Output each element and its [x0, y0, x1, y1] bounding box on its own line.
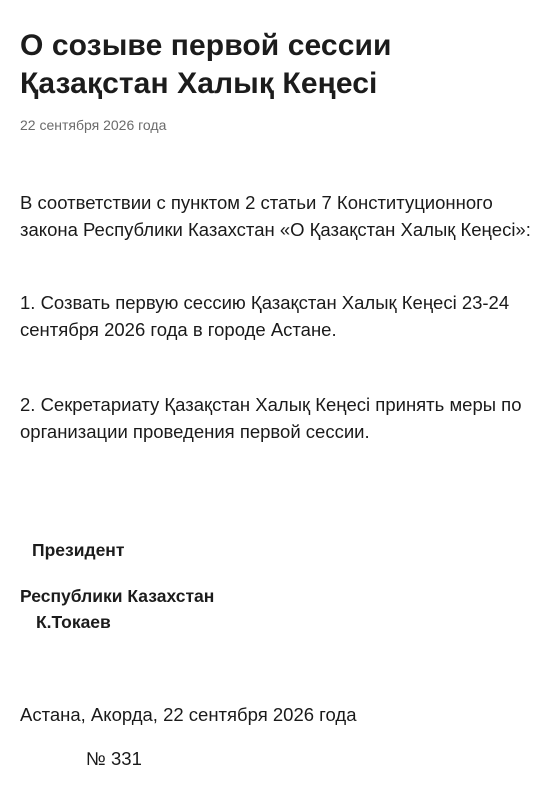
decree-item-1: 1. Созвать первую сессию Қазақстан Халық Кеңесі 23-24 сентября 2026 года в городе Астане.	[20, 292, 510, 340]
signature-country: Республики Казахстан	[20, 586, 215, 606]
signature-position: Президент	[32, 540, 125, 560]
decree-item-2: 2. Секретариату Қазақстан Халық Кеңесі принять меры по организации проведения первой сессии.	[20, 394, 522, 442]
document-title: О созыве первой сессии Қазақстан Халық Кеңесі	[20, 29, 392, 100]
signing-place-date: Астана, Акорда, 22 сентября 2026 года	[20, 704, 357, 725]
publication-date: 22 сентября 2026 года	[20, 117, 167, 133]
decree-preamble: В соответствии с пунктом 2 статьи 7 Конституционного закона Республики Казахстан «О Қазақстан Халық Кеңесі»:	[20, 192, 531, 240]
signature-name: К.Токаев	[36, 612, 111, 632]
decree-number: № 331	[86, 748, 142, 769]
